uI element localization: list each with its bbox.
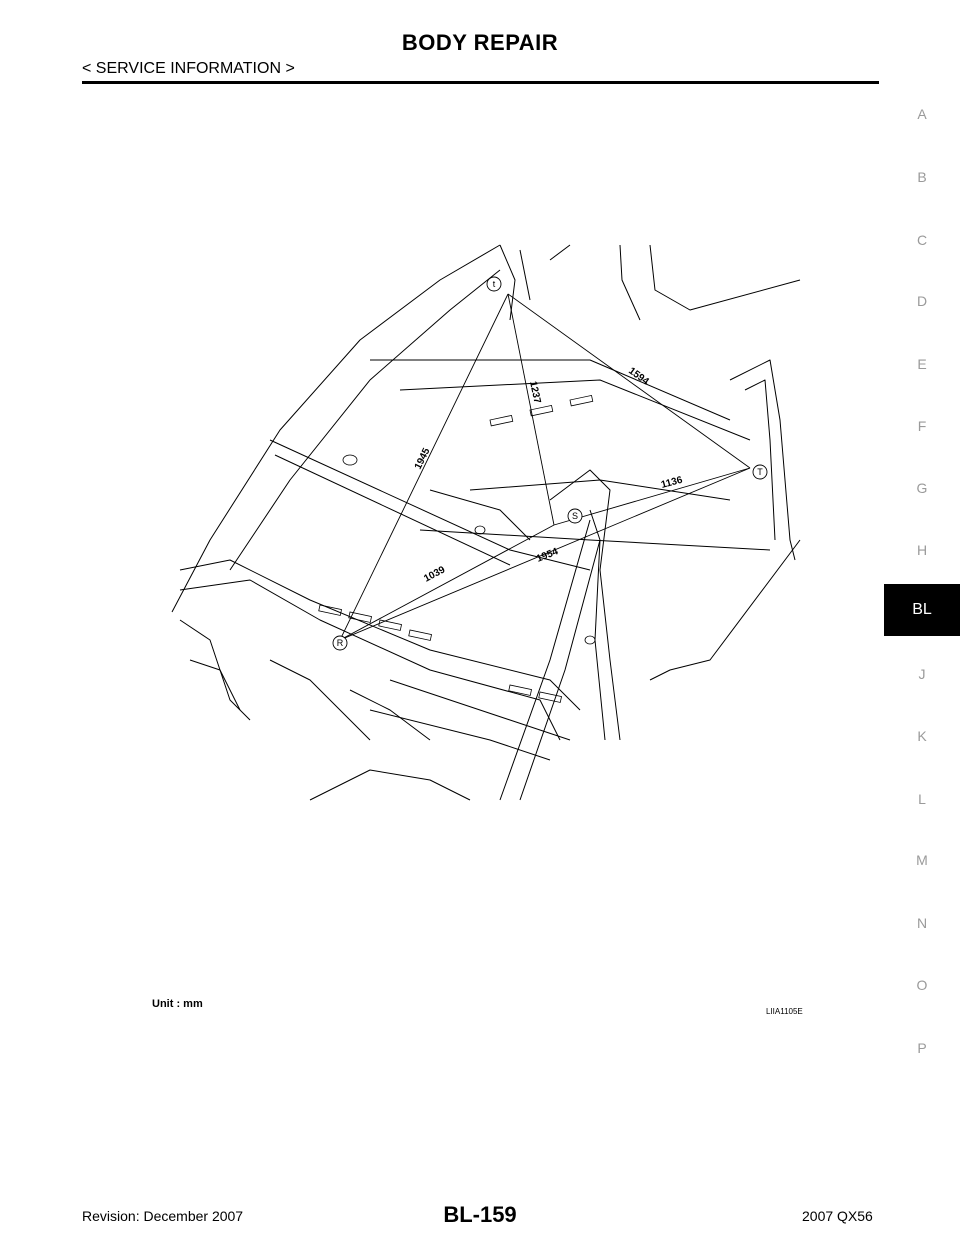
point-t-label: t [492, 279, 496, 289]
side-index-bl[interactable]: BL [884, 584, 960, 636]
footer-model: 2007 QX56 [802, 1208, 873, 1224]
side-index-k[interactable]: K [917, 728, 927, 744]
measurement-points [333, 277, 767, 650]
page-number: BL-159 [443, 1202, 517, 1227]
header-rule [82, 81, 879, 84]
side-index-j[interactable]: J [918, 666, 926, 682]
side-index-f[interactable]: F [917, 418, 927, 434]
side-index-a[interactable]: A [917, 106, 927, 122]
side-index-l[interactable]: L [918, 791, 926, 807]
figure-id: LIIA1105E [766, 1007, 803, 1016]
page-title: BODY REPAIR [401, 30, 559, 55]
unit-label: Unit : mm [152, 998, 203, 1010]
vehicle-body-outline [172, 245, 800, 800]
side-index-b[interactable]: B [917, 169, 927, 185]
side-index-e[interactable]: E [917, 356, 927, 372]
dimension-labels [413, 366, 684, 585]
side-index-g[interactable]: G [916, 480, 928, 496]
dimension-1954: 1954 [535, 546, 560, 565]
side-index-d[interactable]: D [916, 293, 928, 309]
point-labels [337, 279, 764, 648]
dimension-1136: 1136 [659, 474, 684, 491]
body-dimension-diagram [170, 240, 810, 820]
footer-revision: Revision: December 2007 [82, 1208, 244, 1224]
side-index-p[interactable]: P [917, 1040, 927, 1056]
point-s-label: S [571, 511, 579, 521]
side-index-h[interactable]: H [916, 542, 928, 558]
side-index-o[interactable]: O [916, 977, 928, 993]
side-index-n[interactable]: N [916, 915, 928, 931]
dimension-1039: 1039 [422, 564, 448, 585]
side-index-m[interactable]: M [916, 852, 928, 868]
dimension-1945: 1945 [412, 446, 433, 472]
point-upper-t-label: T [757, 467, 763, 477]
point-r-label: R [336, 638, 344, 648]
dimension-1594: 1594 [626, 365, 651, 388]
side-index-c[interactable]: C [916, 232, 928, 248]
dimension-1237: 1237 [527, 380, 543, 405]
section-subtitle: < SERVICE INFORMATION > [82, 60, 295, 77]
dimension-lines [340, 294, 750, 640]
